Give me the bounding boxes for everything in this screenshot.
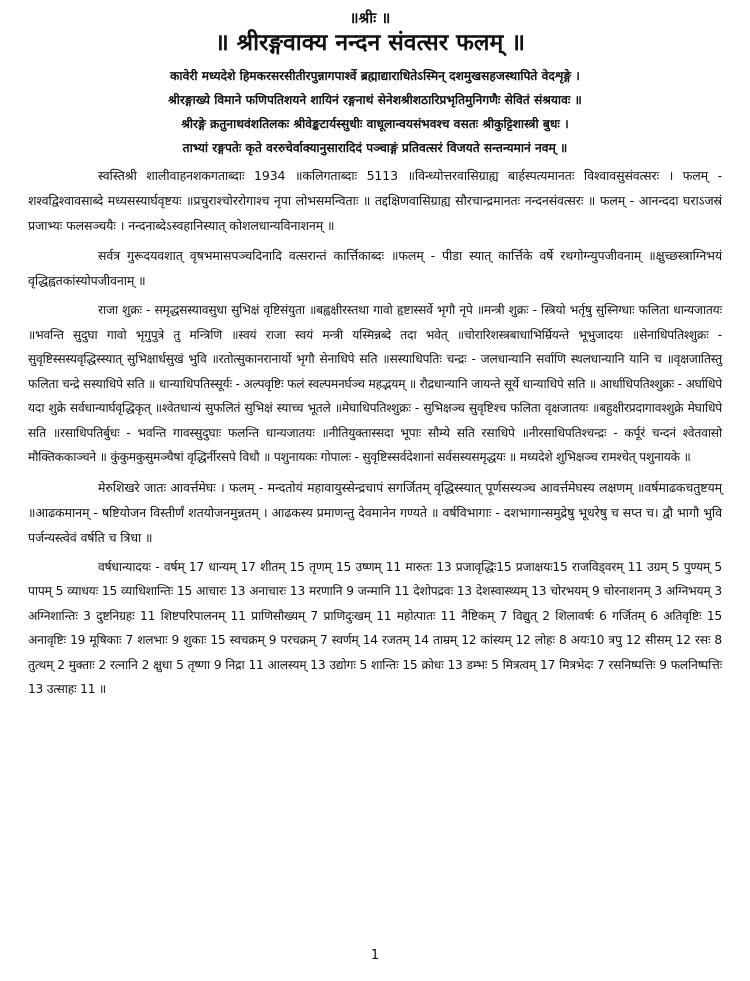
paragraph-era-and-year: स्वस्तिश्री शालीवाहनशकगताब्दाः 1934 ॥कलिगताब्दाः 5113 ॥विन्ध्योत्तरवासिग्राह्य बार्हस्पत्यमानतः विश्वावसुसंवत्सरः । फलम् - शश्वद्विश्वावसाब्दे मध्यसस्यार्घवृष्टयः ॥प्रचुराश्चोररोगाश्च नृपा लोभसमन्विताः ॥ तद्दक्षिणवासिग्राह्य सौरचान्द्रमानतः नन्दनसंवत्सरः ॥ फलम् - आनन्ददा घराऽजस्रं प्रजाभ्यः फलसञ्चयैः । नन्दनाब्देऽस्वहानिस्यात् कोशलधान्यविनाशनम् ॥ xyxy=(28,168,722,233)
verse-line: श्रीरङ्गे क्रतुनाथवंशतिलकः श्रीवेङ्कटार्यस्सुधीः वाधूलान्वयसंभवश्च वसतः श्रीकुट्टिशास्त्री बुधः । xyxy=(181,117,569,131)
page-title: ॥ श्रीरङ्गवाक्य नन्दन संवत्सर फलम् ॥ xyxy=(215,30,525,56)
page-number: 1 xyxy=(370,948,380,963)
paragraph-cloud-and-rainfall: मेरुशिखरे जातः आवर्त्तमेघः । फलम् - मन्दतोयं महावायुस्सेन्द्रचापं सगर्जितम् वृद्धिस्स्यात् पूर्णसस्यञ्च आवर्त्तमेघस्य लक्षणम् ॥वर्षमाढकचतुष्टयम् ॥आढकमानम् - षष्टियोजन विस्तीर्णं शतयोजनमुन्नतम् । आढकस्य प्रमाणन्तु देवमानेन गण्यते ॥ वर्षविभागाः - दशभागान्समुद्रेषु भूधरेषु च सप्त च। द्वौ भागौ भुवि पर्जन्यस्त्वेवं वर्षति च त्रिधा ॥ xyxy=(28,479,722,545)
verse-line: ताभ्यां रङ्गपतेः कृते वररुचेर्वाक्यानुसारादिदं पञ्चाङ्गं प्रतिवत्सरं विजयते सन्तन्यमानं नवम् ॥ xyxy=(182,141,568,155)
opening-verses xyxy=(28,64,722,160)
paragraph-planetary-rulers: राजा शुक्रः - समृद्धसस्यावसुधा सुभिक्षं वृष्टिसंयुता ॥बह्वक्षीरस्तथा गावो हृष्टास्सर्वे भृगौ नृपे ॥मन्त्री शुक्रः - स्त्रियो भर्तृषु सुस्निग्धाः फलिता धान्यजातयः ॥भवन्ति सुदुघा गावो भृगुपुत्रे तु मन्त्रिणि ॥स्वयं राजा स्वयं मन्त्री यस्मिन्नब्दे तदा भवेत् ॥चोरारिशस्त्रबाधाभिर्म्रियन्ते भूभुजादयः ॥सेनाधिपतिश्शुक्रः - सुवृष्टिस्सस्यवृद्धिस्स्यात् सुभिक्षार्धसुखं भुवि ॥रतोत्सुकानरानार्यो भृगौ सेनाधिपे सति ॥सस्याधिपतिः चन्द्रः - जलधान्यानि सर्वाणि स्थलधान्यानि यानि च ॥वृक्षजातिस्तु फलिता चन्द्रे सस्याधिपे सति ॥ धान्याधिपतिस्सूर्यः - अल्पवृष्टिः फलं स्वल्पमनर्घञ्च महद्भयम् ॥ रौद्रधान्यानि जायन्ते सूर्ये धान्याधिपे सति ॥ आर्धाधिपतिश्शुक्रः - अर्घाधिपे यदा शुक्रे सर्वधान्यार्घवृद्धिकृत् ॥श्वेतधान्यं सुफलितं सुभिक्षं स्याच्च भूतले ॥मेघाधिपतिश्शुक्रः - सुभिक्षञ्च सुवृष्टिश्च फलिता वृक्षजातयः ॥बहुक्षीरप्रदागावश्शुक्रे मेघाधिपे सति ॥रसाधिपतिर्बुधः - भवन्ति गावस्सुदुघाः फलन्ति धान्यजातयः ॥नीतियुक्तास्सदा भूपाः सौम्ये सति रसाधिपे ॥नीरसाधिपतिश्चन्द्रः - कर्पूरं चन्दनं श्वेतवासो मौक्तिककाञ्चने ॥ कुंकुमकुसुमञ्चैषां वृद्धिर्नीरसपे विधौ ॥ पशुनायकः गोपालः - सुवृष्टिस्सर्वदेशानां सर्वसस्यसमृद्धयः ॥ मध्यदेशे शुभिक्षञ्च रामश्चेत् पशुनायके ॥ xyxy=(28,303,722,464)
invocation-heading: ॥श्रीः ॥ xyxy=(349,9,391,27)
paragraph-annual-measures: वर्षधान्यादयः - वर्षम् 17 धान्यम् 17 शीतम् 15 तृणम् 15 उष्णम् 11 मारुतः 13 प्रजावृद्धिः15 प्रजाक्षयः15 राजविड्वरम् 11 उग्रम् 5 पुण्यम् 5 पापम् 5 व्याधयः 15 व्याधिशान्तिः 15 आचारः 13 अनाचारः 13 मरणानि 9 जन्मानि 11 देशोपद्रवः 13 देशस्वास्थ्यम् 13 चोरभयम् 9 चोरनाशनम् 3 अग्निभयम् 3 अग्निशान्तिः 3 दुष्टनिग्रहः 11 शिष्टपरिपालनम् 11 प्राणिसौख्यम् 7 प्राणिदुःखम् 11 महोत्पातः 11 नैष्टिकम् 7 विद्युत् 2 शिलावर्षः 6 गर्जितम् 6 अतिवृष्टिः 15 अनावृष्टिः 19 मूषिकाः 7 शलभाः 9 शुकाः 15 स्वचक्रम् 9 परचक्रम् 7 स्वर्णम् 14 रजतम् 14 ताम्रम् 12 कांस्यम् 12 लोहः 8 अयः10 त्रपु 12 सीसम् 12 रसः 8 तुत्थम् 2 मुक्ताः 2 रत्नानि 2 क्षुधा 5 तृष्णा 9 निद्रा 11 आलस्यम् 13 उद्योगः 5 शान्तिः 15 क्रोधः 13 डम्भः 5 मित्रत्वम् 17 मित्रभेदः 7 रसनिष्पत्तिः 9 फलनिष्पत्तिः 13 उत्साहः 11 ॥ xyxy=(28,559,722,696)
verse-line: श्रीरङ्गाख्ये विमाने फणिपतिशयने शायिनं रङ्गनाथं सेनेशश्रीशठारिप्रभृतिमुनिगणैः सेवितं संश्रयावः ॥ xyxy=(168,93,582,107)
paragraph-jupiter-year: सर्वत्र गुरूदयवशात् वृषभमासपञ्चदिनादि वत्सरान्तं कार्त्तिकाब्दः ॥फलम् - पीडा स्यात् कार्त्तिके वर्षे रथगोग्न्युपजीवनाम् ॥क्षुच्छस्त्राग्निभयं वृद्धिह्वतकांस्योपजीवनाम् ॥ xyxy=(28,248,722,288)
verse-line: कावेरी मध्यदेशे हिमकरसरसीतीरपुन्नागपार्श्वे ब्रह्माद्याराधितेऽस्मिन् दशमुखसहजस्थापिते वेदशृङ्गे । xyxy=(170,69,580,83)
